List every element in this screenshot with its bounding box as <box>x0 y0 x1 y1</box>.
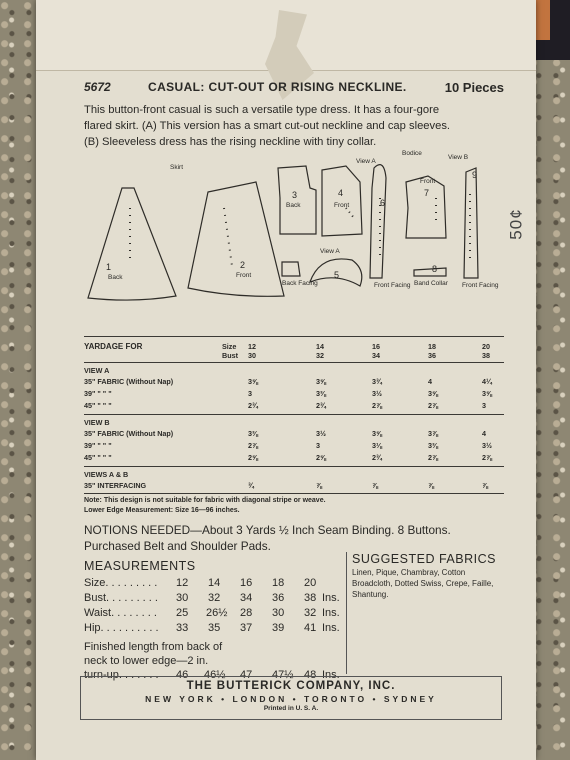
yardage-row <box>84 401 504 411</box>
yardage-value: 2¾ <box>372 453 382 462</box>
piece-number-3: 3 <box>292 190 298 200</box>
yardage-value: ⅞ <box>372 481 378 490</box>
company-name: THE BUTTERICK COMPANY, INC. <box>186 680 396 692</box>
yardage-value: 3⅝ <box>248 377 258 386</box>
row-label: 45" " " " <box>84 453 112 462</box>
measurement-label: Waist. . . . . . . . <box>84 607 157 619</box>
measurement-unit: Ins. <box>322 607 340 619</box>
yardage-title: YARDAGE FOR <box>84 342 143 351</box>
yardage-value: 2¾ <box>316 401 326 410</box>
measurement-row <box>84 622 354 636</box>
front-facing-a-piece <box>370 165 386 278</box>
yardage-value: 2¾ <box>248 401 258 410</box>
yardage-value: 2⅞ <box>428 401 438 410</box>
front-facing-b-label: Front Facing <box>462 282 499 289</box>
description-line: flared skirt. (A) This version has a smart cut-out neckline and cap sleeves. <box>84 120 451 132</box>
measurement-value: 35 <box>208 622 221 634</box>
notions-needed: NOTIONS NEEDED—About 3 Yards ½ Inch Seam Binding. 8 Buttons. Purchased Belt and Shoulder Pads. <box>84 523 451 553</box>
description-line: (B) Sleeveless dress has the rising neckline with tiny collar. <box>84 136 377 148</box>
measurements <box>84 559 344 681</box>
pattern-pieces-diagram <box>84 150 504 318</box>
bodice-label: Bodice <box>402 150 422 157</box>
divider <box>84 493 504 494</box>
yardage-value: 3⅜ <box>248 429 258 438</box>
yardage-row <box>84 481 504 491</box>
view-b-label: View B <box>448 154 469 161</box>
bust-value: 36 <box>428 351 436 360</box>
yardage-value: 3⅞ <box>428 429 438 438</box>
company-cities: NEW YORK • LONDON • TORONTO • SYDNEY <box>145 694 437 704</box>
yardage-value: ⅞ <box>316 481 322 490</box>
measurement-value: 36 <box>272 592 285 604</box>
measurement-value: 38 <box>304 592 317 604</box>
measurement-value: 25 <box>176 607 189 619</box>
measurement-value: 41 <box>304 622 317 634</box>
bust-value: 30 <box>248 351 256 360</box>
yardage-value: 4 <box>482 429 486 438</box>
view-a-small-label: View A <box>320 248 340 255</box>
note-line: Lower Edge Measurement: Size 16—96 inches. <box>84 507 240 514</box>
measurement-label: Hip. . . . . . . . . . <box>84 622 159 634</box>
yardage-value: 4 <box>428 377 432 386</box>
yardage-value: 2⅞ <box>428 453 438 462</box>
piece-number-8: 8 <box>432 264 438 274</box>
views-ab-heading-text: VIEWS A & B <box>84 470 129 479</box>
yardage-value: 3⅛ <box>372 441 382 450</box>
measurement-label: Bust. . . . . . . . . <box>84 592 158 604</box>
skirt-back-label: Back <box>108 274 123 281</box>
measurement-label: Size. . . . . . . . . <box>84 577 158 589</box>
bodice-back-label: Back <box>286 202 301 209</box>
turnup-unit: Ins. <box>322 669 340 681</box>
measurement-value: 28 <box>240 607 253 619</box>
price-stamp: 50¢ <box>506 208 526 240</box>
measurement-value: 32 <box>208 592 221 604</box>
yardage-row <box>84 453 504 463</box>
pattern-title: CASUAL: CUT-OUT OR RISING NECKLINE. <box>148 80 407 94</box>
row-label: 35" INTERFACING <box>84 481 147 490</box>
yardage-row <box>84 429 504 439</box>
yardage-value: ¾ <box>248 481 254 490</box>
bodice-front-b-piece <box>406 176 446 238</box>
measurement-value: 30 <box>272 607 285 619</box>
measurement-value: 34 <box>240 592 253 604</box>
yardage-value: 2⅞ <box>248 441 258 450</box>
front-facing-a-label: Front Facing <box>374 282 411 289</box>
pattern-pieces-svg <box>84 158 504 318</box>
measurement-value: 37 <box>240 622 253 634</box>
yardage-value: 3½ <box>482 441 492 450</box>
yardage-value: 3⅜ <box>428 441 438 450</box>
yardage-value: 3⅝ <box>316 377 326 386</box>
notes <box>84 496 504 516</box>
divider <box>84 466 504 467</box>
yardage-row <box>84 389 504 399</box>
view-a-heading <box>84 366 504 376</box>
yardage-value: ⅞ <box>428 481 434 490</box>
measurement-value: 39 <box>272 622 285 634</box>
pattern-number: 5672 <box>84 80 111 94</box>
row-label: 39" " " " <box>84 389 112 398</box>
bust-value: 32 <box>316 351 324 360</box>
yardage-value: ⅞ <box>482 481 488 490</box>
yardage-value: 3½ <box>316 429 326 438</box>
piece-number-9: 9 <box>472 170 478 180</box>
measurement-value: 33 <box>176 622 189 634</box>
skirt-label: Skirt <box>170 164 183 171</box>
yardage-row <box>84 441 504 451</box>
row-label: 45" " " " <box>84 401 112 410</box>
turnup-value: 46½ <box>204 669 226 681</box>
view-b-heading-text: VIEW B <box>84 418 110 427</box>
yardage-row <box>84 377 504 387</box>
size-value: 16 <box>372 342 380 351</box>
divider <box>84 414 504 415</box>
measurement-value: 30 <box>176 592 189 604</box>
description <box>84 102 504 150</box>
turnup-value: 47 <box>240 669 253 681</box>
yardage-value: 3½ <box>372 389 382 398</box>
note-line: Note: This design is not suitable for fabric with diagonal stripe or weave. <box>84 497 326 504</box>
band-collar-piece <box>414 268 446 276</box>
publisher-footer <box>80 676 502 720</box>
yardage-value: 3¾ <box>372 377 382 386</box>
measurement-value: 26½ <box>206 607 228 619</box>
view-b-heading <box>84 418 504 428</box>
piece-count: 10 Pieces <box>444 80 504 95</box>
finished-length-text: Finished length from back of <box>84 641 223 653</box>
divider <box>84 336 504 337</box>
yardage-value: 3 <box>248 389 252 398</box>
measurement-value: 32 <box>304 607 317 619</box>
yardage-value: 2⅞ <box>372 401 382 410</box>
yardage-value: 3⅝ <box>428 389 438 398</box>
size-value: 18 <box>428 342 436 351</box>
row-label: 35" FABRIC (Without Nap) <box>84 377 174 386</box>
suggested-fabrics <box>352 554 502 600</box>
turnup-value: 48 <box>304 669 317 681</box>
measurement-value: 14 <box>208 577 221 589</box>
measurement-row <box>84 592 354 606</box>
size-value: 20 <box>482 342 490 351</box>
view-a-label: View A <box>356 158 376 165</box>
measurement-unit: Ins. <box>322 592 340 604</box>
bust-label: Bust <box>222 351 238 360</box>
views-ab-heading <box>84 470 504 480</box>
yardage-value: 3 <box>316 441 320 450</box>
finished-length-text: neck to lower edge—2 in. <box>84 655 209 667</box>
piece-number-7: 7 <box>424 188 430 198</box>
yardage-bust-row <box>84 351 504 361</box>
yardage-value: 2⅞ <box>482 453 492 462</box>
yardage-value: 3⅝ <box>482 389 492 398</box>
divider <box>84 362 504 363</box>
yardage-value: 2⅝ <box>316 453 326 462</box>
piece-number-2: 2 <box>240 260 246 270</box>
bodice-front-a-piece <box>322 166 362 236</box>
measurement-row <box>84 607 354 621</box>
bodice-back-piece <box>278 166 316 234</box>
piece-number-4: 4 <box>338 188 344 198</box>
turnup-label: turn-up. . . . . . . <box>84 669 159 681</box>
suggested-fabrics-title: SUGGESTED FABRICS <box>352 552 496 566</box>
yardage-value: 3 <box>482 401 486 410</box>
measurement-value: 18 <box>272 577 285 589</box>
bodice-front-b-label: Front <box>420 178 436 185</box>
back-facing-label: Back Facing <box>282 280 318 287</box>
description-line: This button-front casual is such a versatile type dress. It has a four-gore <box>84 104 440 116</box>
band-collar-label: Band Collar <box>414 280 448 287</box>
yardage-value: 3⅜ <box>316 389 326 398</box>
turnup-value: 47½ <box>272 669 294 681</box>
size-label: Size <box>222 342 237 351</box>
finished-length-line <box>84 641 354 655</box>
piece-number-6: 6 <box>380 198 386 208</box>
measurement-value: 20 <box>304 577 317 589</box>
finished-length-line <box>84 655 354 669</box>
measurement-row <box>84 577 354 591</box>
grain-dots <box>346 208 354 218</box>
turnup-value: 46 <box>176 669 189 681</box>
size-value: 14 <box>316 342 324 351</box>
yardage-value: 4¼ <box>482 377 492 386</box>
piece-number-1: 1 <box>106 262 112 272</box>
measurement-value: 12 <box>176 577 189 589</box>
skirt-back-piece <box>88 188 176 300</box>
printed-in: Printed in U. S. A. <box>263 705 319 712</box>
yardage-value: 2⅝ <box>248 453 258 462</box>
pattern-info-sheet <box>70 72 510 742</box>
back-facing-piece <box>282 262 300 276</box>
view-a-heading-text: VIEW A <box>84 366 110 375</box>
skirt-front-piece <box>188 182 284 296</box>
row-label: 39" " " " <box>84 441 112 450</box>
yardage-value: 3⅝ <box>372 429 382 438</box>
measurement-unit: Ins. <box>322 622 340 634</box>
bust-value: 34 <box>372 351 380 360</box>
row-label: 35" FABRIC (Without Nap) <box>84 429 174 438</box>
suggested-fabrics-list: Linen, Pique, Chambray, Cotton Broadcloth, Dotted Swiss, Crepe, Faille, Shantung. <box>352 568 494 599</box>
skirt-front-label: Front <box>236 272 252 279</box>
bodice-front-label: Front <box>334 202 350 209</box>
measurements-title: MEASUREMENTS <box>84 559 196 573</box>
piece-number-5: 5 <box>334 270 340 280</box>
grain-dots <box>224 208 232 266</box>
measurement-value: 16 <box>240 577 253 589</box>
size-value: 12 <box>248 342 256 351</box>
bust-value: 38 <box>482 351 490 360</box>
